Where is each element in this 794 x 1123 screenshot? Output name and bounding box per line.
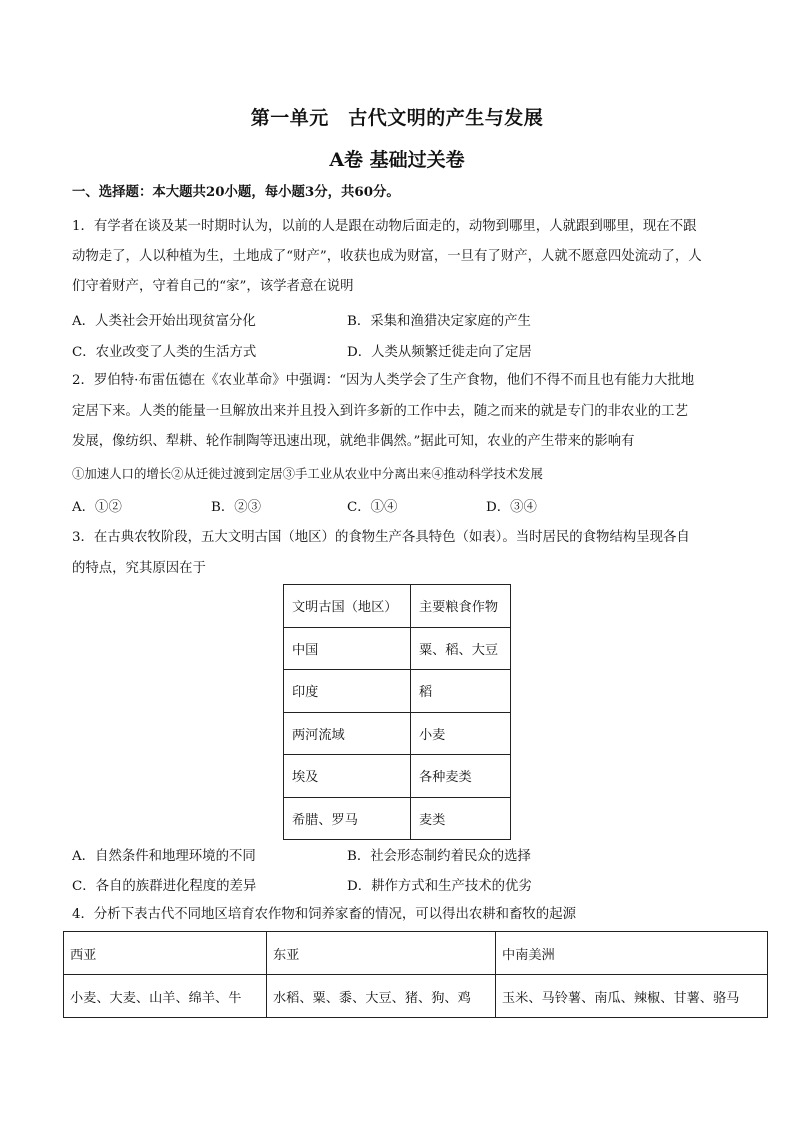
- table-row: [284, 712, 511, 755]
- table-cell: 水稻、粟、黍、大豆、猪、狗、鸡: [267, 975, 496, 1018]
- q2-line-1: 2．罗伯特·布雷伍德在《农业革命》中强调：“因为人类学会了生产食物，他们不得不而且也有能力大批地: [72, 373, 695, 388]
- q1-line-3: 们守着财产，守着自己的“家”，该学者意在说明: [72, 279, 354, 294]
- table-cell: 稻: [411, 670, 511, 713]
- table-cell: 各种麦类: [411, 755, 511, 798]
- table-cell: 玉米、马铃薯、南瓜、辣椒、甘薯、骆马: [496, 975, 768, 1018]
- q2-option-d: D．③④: [486, 500, 537, 515]
- q1-option-a: A．人类社会开始出现贫富分化: [72, 314, 256, 329]
- table-cell: 埃及: [284, 755, 411, 798]
- section-heading: 一、选择题：本大题共20小题，每小题3分，共60分。: [72, 184, 400, 200]
- table-cell: 两河流域: [284, 712, 411, 755]
- q3-option-c: C．各自的族群进化程度的差异: [72, 879, 257, 894]
- q1-option-c: C．农业改变了人类的生活方式: [72, 345, 257, 360]
- table-cell: 希腊、罗马: [284, 797, 411, 840]
- q2-option-b: B．②③: [211, 500, 262, 515]
- q3-option-b: B．社会形态制约着民众的选择: [347, 849, 531, 864]
- q2-option-c: C．①④: [347, 500, 398, 515]
- q2-line-2: 定居下来。人类的能量一旦解放出来并且投入到许多新的工作中去，随之而来的就是专门的非农业的工艺: [72, 404, 688, 419]
- table-row: [284, 627, 511, 670]
- table-cell: 麦类: [411, 797, 511, 840]
- table-cell: 印度: [284, 670, 411, 713]
- table-cell: 粟、稻、大豆: [411, 627, 511, 670]
- q3-option-d: D．耕作方式和生产技术的优劣: [347, 879, 532, 894]
- table-row: [284, 797, 511, 840]
- q1-line-2: 动物走了，人以种植为生，土地成了“财产”，收获也成为财富，一旦有了财产，人就不愿意四处流动了，人: [72, 249, 702, 264]
- q1-option-b: B．采集和渔猎决定家庭的产生: [347, 314, 531, 329]
- table-cell: 小麦: [411, 712, 511, 755]
- q4-line-1: 4．分析下表古代不同地区培育农作物和饲养家畜的情况，可以得出农耕和畜牧的起源: [72, 907, 576, 922]
- table-row: [284, 670, 511, 713]
- table-row: [64, 975, 768, 1018]
- page-subtitle: A卷 基础过关卷: [329, 149, 465, 171]
- q2-option-a: A．①②: [72, 500, 122, 515]
- q1-line-1: 1．有学者在谈及某一时期时认为，以前的人是跟在动物后面走的，动物到哪里，人就跟到哪里，现在不跟: [72, 219, 697, 234]
- q3-option-a: A．自然条件和地理环境的不同: [72, 849, 256, 864]
- table-cell: 小麦、大麦、山羊、绵羊、牛: [64, 975, 267, 1018]
- q3-line-2: 的特点，究其原因在于: [72, 561, 206, 576]
- table-row: [64, 932, 768, 975]
- q3-line-1: 3．在古典农牧阶段，五大文明古国（地区）的食物生产各具特色（如表）。当时居民的食物结构呈现各自: [72, 530, 690, 545]
- table-cell: 中国: [284, 627, 411, 670]
- table-cell: 文明古国（地区）: [284, 585, 411, 628]
- page-title: 第一单元 古代文明的产生与发展: [250, 107, 544, 129]
- table-cell: 主要粮食作物: [411, 585, 511, 628]
- table-row: [284, 755, 511, 798]
- q1-option-d: D．人类从频繁迁徙走向了定居: [347, 345, 532, 360]
- table-cell: 东亚: [267, 932, 496, 975]
- table-cell: 中南美洲: [496, 932, 768, 975]
- domestication-table: [63, 931, 768, 1018]
- table-row: [284, 585, 511, 628]
- civilization-crops-table: [283, 584, 511, 840]
- q2-line-3: 发展，像纺织、犁耕、轮作制陶等迅速出现，就绝非偶然。”据此可知，农业的产生带来的影响有: [72, 434, 635, 449]
- q2-items: ①加速人口的增长②从迁徙过渡到定居③手工业从农业中分离出来④推动科学技术发展: [72, 466, 543, 481]
- table-cell: 西亚: [64, 932, 267, 975]
